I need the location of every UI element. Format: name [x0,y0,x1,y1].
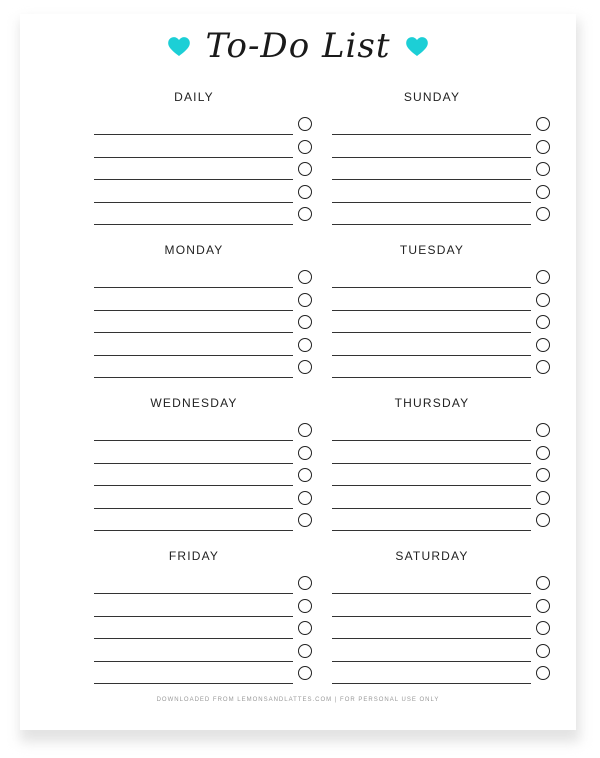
task-line[interactable] [332,202,531,203]
checkbox-circle-icon[interactable] [298,576,312,590]
task-line[interactable] [94,355,293,356]
task-line[interactable] [94,224,293,225]
checkbox-circle-icon[interactable] [298,599,312,613]
task-row [94,448,314,470]
task-row [332,578,552,600]
checkbox-circle-icon[interactable] [536,293,550,307]
section-title: THURSDAY [394,396,470,410]
task-line[interactable] [332,616,531,617]
task-line[interactable] [94,332,293,333]
task-line[interactable] [332,530,531,531]
task-line[interactable] [332,377,531,378]
task-row [332,646,552,668]
checkbox-circle-icon[interactable] [536,207,550,221]
task-row [94,470,314,492]
task-line[interactable] [332,440,531,441]
task-row [332,119,552,141]
checkbox-circle-icon[interactable] [298,293,312,307]
checkbox-circle-icon[interactable] [536,491,550,505]
section-title: FRIDAY [168,549,220,563]
checkbox-circle-icon[interactable] [536,468,550,482]
checkbox-circle-icon[interactable] [536,513,550,527]
task-row [94,362,314,384]
checkbox-circle-icon[interactable] [536,423,550,437]
footer-note: DOWNLOADED FROM LEMONSANDLATTES.COM | FOR PERSONAL USE ONLY [156,697,440,703]
checkbox-circle-icon[interactable] [536,576,550,590]
task-row [94,119,314,141]
checkbox-circle-icon[interactable] [536,666,550,680]
task-row [94,493,314,515]
checkbox-circle-icon[interactable] [298,207,312,221]
task-row [94,578,314,600]
section-title: SUNDAY [403,90,461,104]
task-row [332,209,552,231]
task-line[interactable] [332,134,531,135]
planner-sheet [20,14,576,730]
checkbox-circle-icon[interactable] [298,621,312,635]
task-line[interactable] [94,485,293,486]
task-row [94,601,314,623]
task-line[interactable] [94,661,293,662]
task-line[interactable] [94,683,293,684]
task-line[interactable] [94,377,293,378]
task-line[interactable] [94,157,293,158]
task-line[interactable] [94,202,293,203]
checkbox-circle-icon[interactable] [298,338,312,352]
section-title: SATURDAY [395,549,469,563]
page-title: To-Do List [205,26,391,66]
task-line[interactable] [332,683,531,684]
task-row [332,187,552,209]
task-line[interactable] [94,463,293,464]
checkbox-circle-icon[interactable] [298,468,312,482]
checkbox-circle-icon[interactable] [536,621,550,635]
task-line[interactable] [94,287,293,288]
checkbox-circle-icon[interactable] [536,446,550,460]
task-line[interactable] [94,134,293,135]
checkbox-circle-icon[interactable] [536,162,550,176]
checkbox-circle-icon[interactable] [298,446,312,460]
checkbox-circle-icon[interactable] [298,491,312,505]
checkbox-circle-icon[interactable] [298,423,312,437]
task-row [332,425,552,447]
task-row [332,317,552,339]
task-row [94,515,314,537]
task-row [94,623,314,645]
checkbox-circle-icon[interactable] [298,513,312,527]
task-row [94,142,314,164]
checkbox-circle-icon[interactable] [536,185,550,199]
task-row [94,668,314,690]
task-row [332,470,552,492]
task-row [332,601,552,623]
task-row [332,623,552,645]
heart-icon [405,35,429,57]
checkbox-circle-icon[interactable] [536,338,550,352]
task-line[interactable] [94,179,293,180]
checkbox-circle-icon[interactable] [298,270,312,284]
checkbox-circle-icon[interactable] [298,315,312,329]
task-line[interactable] [332,508,531,509]
task-row [332,295,552,317]
task-line[interactable] [332,661,531,662]
task-line[interactable] [94,310,293,311]
checkbox-circle-icon[interactable] [536,599,550,613]
checkbox-circle-icon[interactable] [298,644,312,658]
section-title: WEDNESDAY [150,396,238,410]
task-row [94,317,314,339]
task-row [332,164,552,186]
task-line[interactable] [332,157,531,158]
task-row [94,646,314,668]
checkbox-circle-icon[interactable] [298,117,312,131]
task-row [332,668,552,690]
task-line[interactable] [332,287,531,288]
task-row [94,340,314,362]
task-row [94,164,314,186]
task-line[interactable] [94,638,293,639]
task-row [94,425,314,447]
task-row [332,448,552,470]
task-line[interactable] [332,593,531,594]
task-line[interactable] [94,616,293,617]
checkbox-circle-icon[interactable] [536,315,550,329]
title-row [20,24,576,68]
checkbox-circle-icon[interactable] [536,644,550,658]
section-title: DAILY [174,90,214,104]
section-title: MONDAY [164,243,224,257]
task-row [94,272,314,294]
checkbox-circle-icon[interactable] [298,140,312,154]
checkbox-circle-icon[interactable] [298,360,312,374]
checkbox-circle-icon[interactable] [536,360,550,374]
section-title: TUESDAY [399,243,465,257]
checkbox-circle-icon[interactable] [536,140,550,154]
task-row [332,362,552,384]
heart-icon [167,35,191,57]
task-row [332,515,552,537]
task-row [332,142,552,164]
checkbox-circle-icon[interactable] [298,185,312,199]
task-line[interactable] [94,440,293,441]
task-line[interactable] [94,530,293,531]
checkbox-circle-icon[interactable] [536,270,550,284]
task-row [332,493,552,515]
task-line[interactable] [332,638,531,639]
task-line[interactable] [332,310,531,311]
checkbox-circle-icon[interactable] [298,162,312,176]
task-row [94,209,314,231]
task-line[interactable] [332,355,531,356]
task-line[interactable] [94,593,293,594]
task-row [94,187,314,209]
task-row [94,295,314,317]
task-row [332,272,552,294]
task-line[interactable] [332,179,531,180]
task-row [332,340,552,362]
task-line[interactable] [332,485,531,486]
task-line[interactable] [94,508,293,509]
checkbox-circle-icon[interactable] [298,666,312,680]
task-line[interactable] [332,332,531,333]
task-line[interactable] [332,224,531,225]
task-line[interactable] [332,463,531,464]
checkbox-circle-icon[interactable] [536,117,550,131]
